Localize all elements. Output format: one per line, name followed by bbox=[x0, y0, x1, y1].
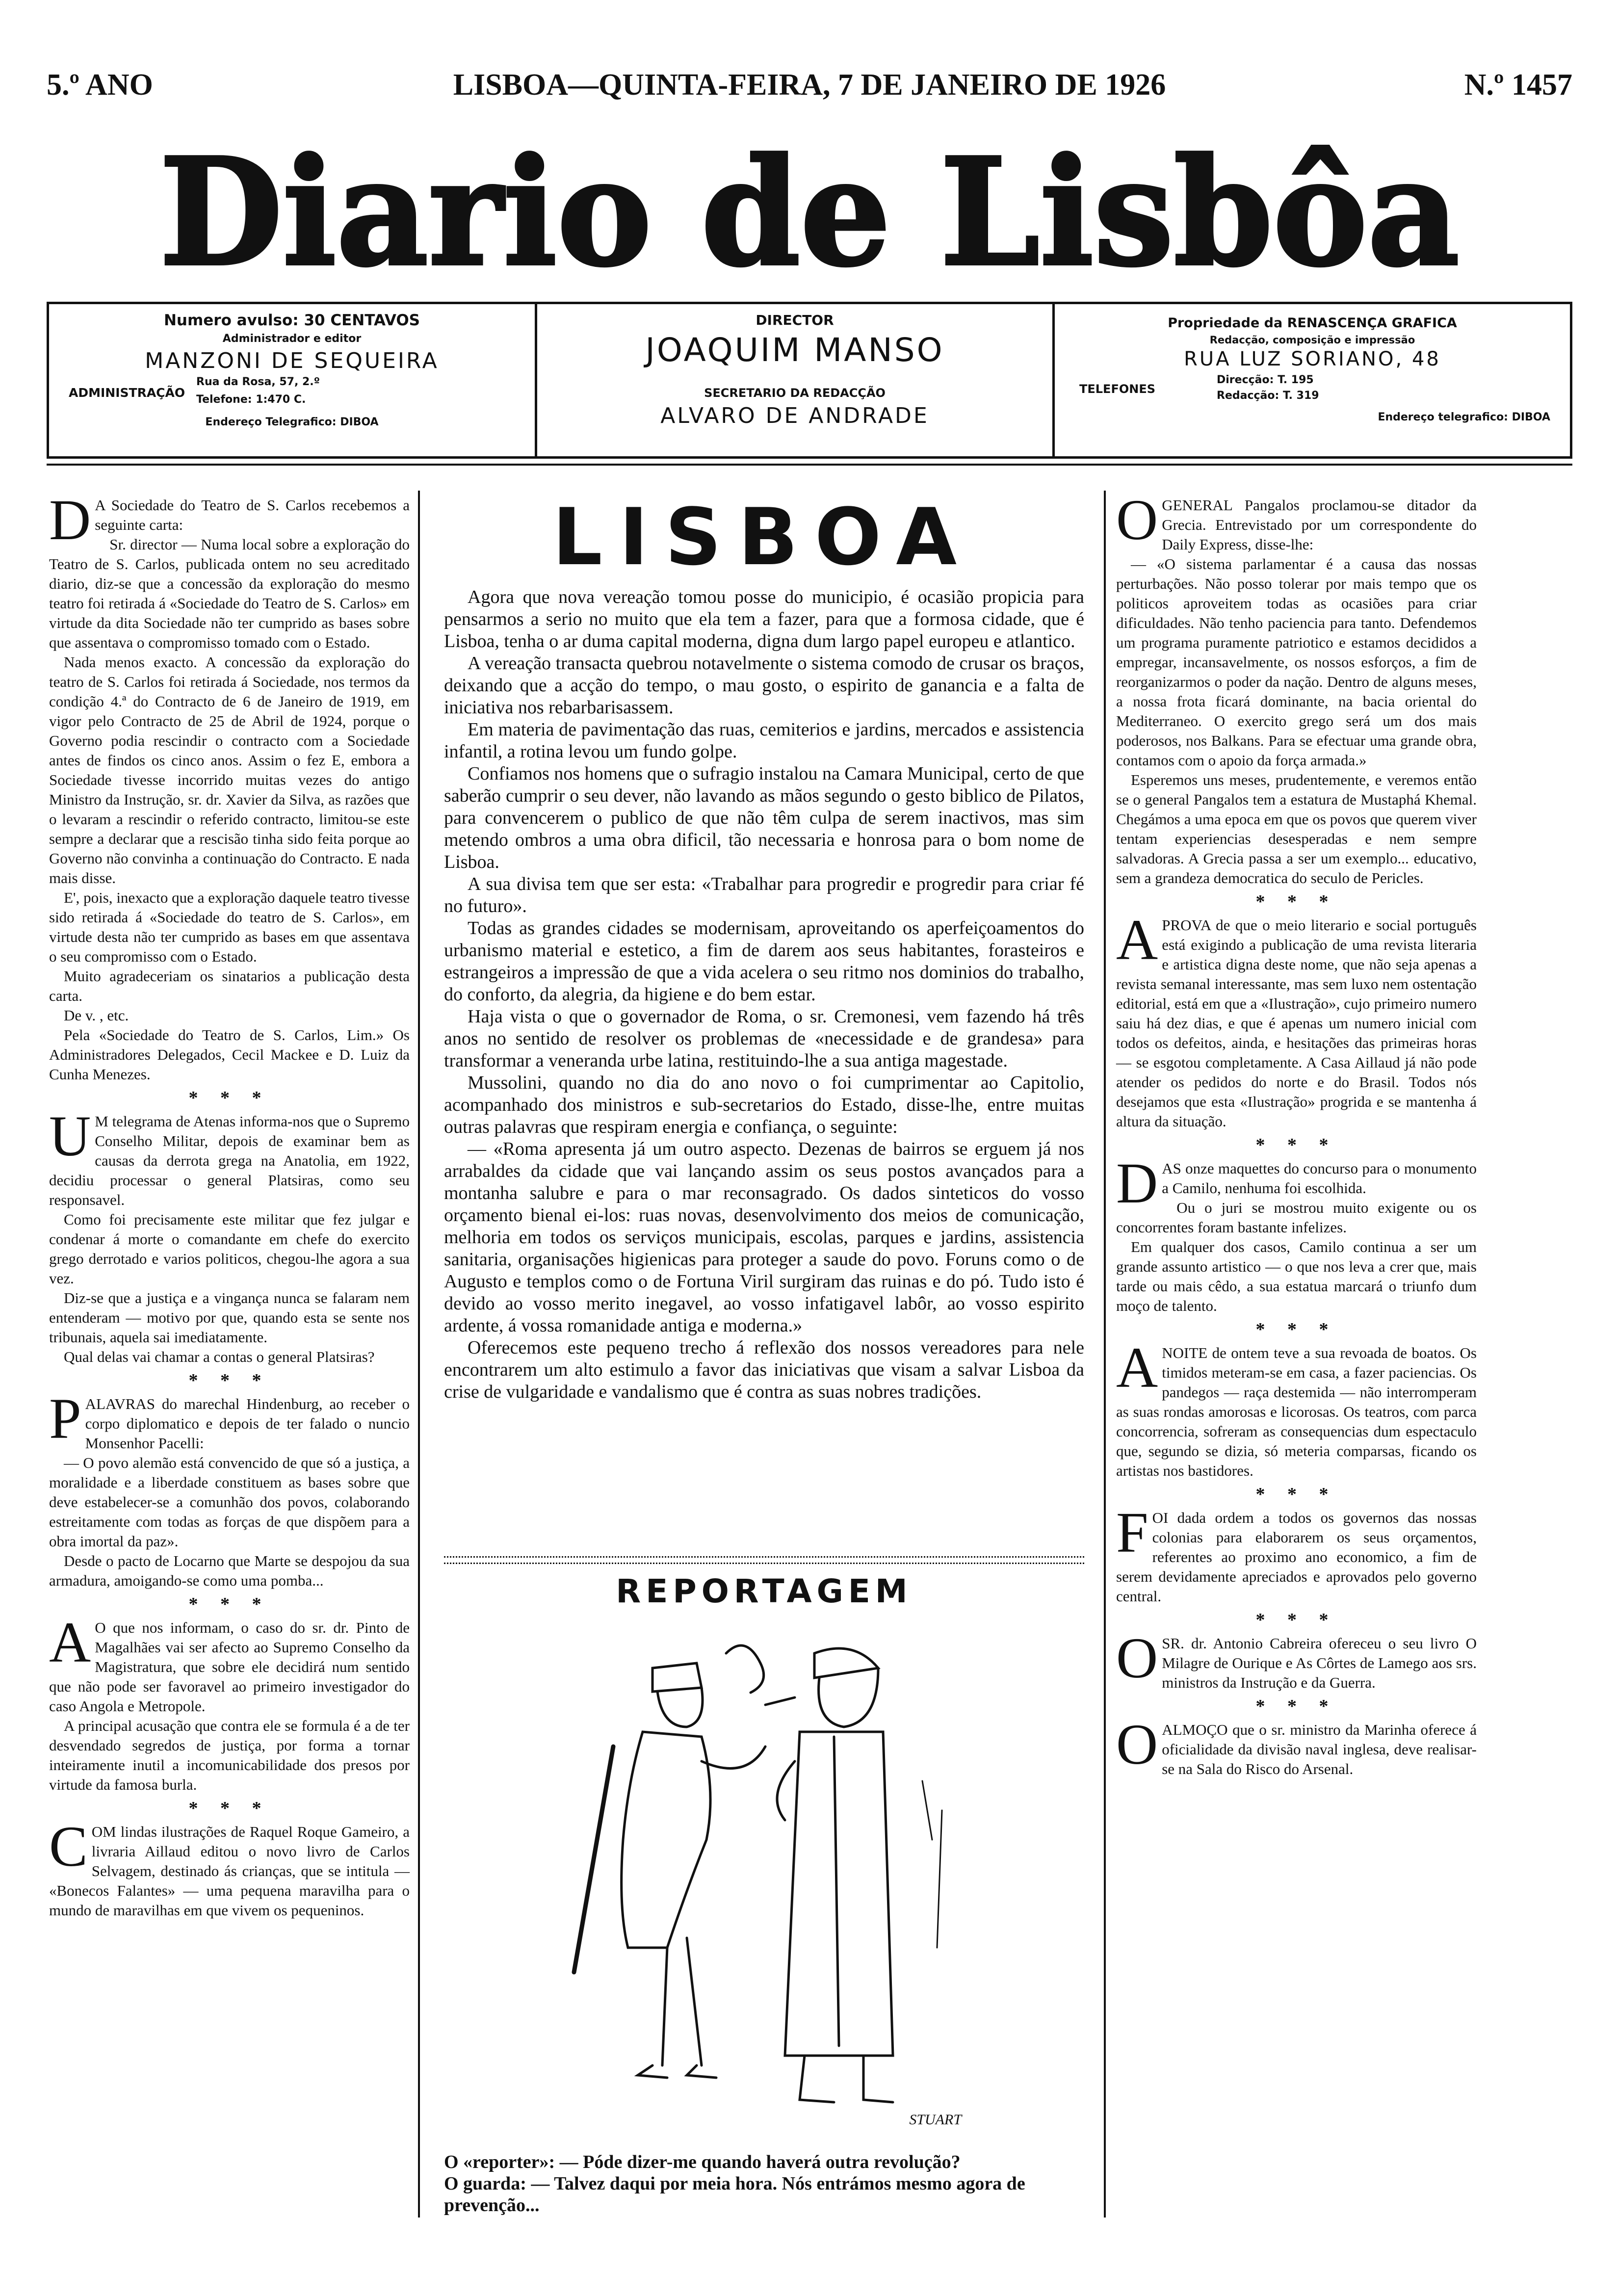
section-separator: * * * bbox=[188, 1594, 270, 1615]
article-lead-paragraph bbox=[49, 488, 410, 552]
article-lead-paragraph bbox=[1116, 908, 1477, 1131]
article-paragraph bbox=[49, 1347, 410, 1367]
director-name: JOAQUIM MANSO bbox=[645, 331, 944, 369]
drop-cap: A bbox=[1116, 1335, 1158, 1400]
masthead-title: Diario de Lisbôa bbox=[159, 126, 1460, 298]
article-paragraph: Todas as grandes cidades se modernisam, aproveitando os aperfeiçoamentos do urbanismo material e estetico, a fim de darem aos seus habitantes, forasteiros e estrangeiros a impressão de que a vida acelera o seu ritmo nos dominios do trabalho, do conforto, da alegria, da higiene e do bem estar. bbox=[444, 918, 1084, 1005]
article-paragraph: — «Roma apresenta já um outro aspecto. Dezenas de bairros se erguem já nos arrabaldes da cidade que vai lançando assim os seus postos avançados para a montanha salubre e para o mar reconsagrado. Os dados sinteticos do vosso orçamento bienal ei-los: ruas novas, desenvolvimento dos meios de comunicação, melhoria em todos os serviços municipais, escolas, parques e jardins, assistencia sanitaria, organisações higienicas para proteger a saude do povo. Foruns como o de Augusto e templos como o de Fortuna Viril surgiram das ruinas e do pó. Tudo isto é devido ao vosso merito inegavel, ao vosso infatigavel labôr, ao vosso espirito ardente, á vossa romanidade antiga e moderna.» bbox=[444, 1139, 1084, 1336]
cartoon-separator bbox=[444, 1556, 1084, 1564]
section-separator: * * * bbox=[188, 1088, 270, 1108]
article-paragraph bbox=[49, 888, 410, 966]
owner: Propriedade da RENASCENÇA GRAFICA bbox=[1168, 315, 1457, 331]
masthead bbox=[147, 112, 1472, 298]
coat-line bbox=[834, 1737, 839, 2046]
section-separator: * * * bbox=[1255, 1319, 1337, 1340]
rifle bbox=[574, 1747, 613, 1972]
article-lead-paragraph bbox=[1116, 1500, 1477, 1606]
article-paragraph bbox=[1116, 770, 1477, 888]
paragraph-text: ALAVRAS do marechal Hindenburg, ao receber o corpo diplomatico e depois de ter falado o nuncio Monsenhor Pacelli: bbox=[85, 1395, 410, 1452]
admin-label: ADMINISTRAÇÃO bbox=[69, 386, 185, 400]
secretary-name: ALVARO DE ANDRADE bbox=[660, 403, 929, 428]
article-paragraph: A vereação transacta quebrou notavelmente o sistema comodo de crusar os braços, deixando que a acção do tempo, o mau gosto, o espirito de ganancia e a falta de iniciativa nos rebarbarisassem. bbox=[444, 653, 1084, 718]
section-separator: * * * bbox=[1255, 1610, 1337, 1630]
article-lead-paragraph bbox=[1116, 1335, 1477, 1481]
center-article bbox=[444, 586, 1084, 1403]
phone-direction: Direcção: T. 195 bbox=[1217, 374, 1314, 386]
article-paragraph bbox=[49, 1210, 410, 1288]
caption-reporter: O «reporter»: — Póde dizer-me quando haverá outra revolução? bbox=[444, 2152, 961, 2172]
top-dateline-bar bbox=[47, 68, 1572, 112]
admin-role: Administrador e editor bbox=[222, 333, 362, 345]
soldier-legs bbox=[662, 1938, 702, 2065]
drop-cap: A bbox=[49, 1610, 91, 1674]
cigarette bbox=[765, 1697, 795, 1705]
issue-number: N.º 1457 bbox=[1464, 68, 1572, 102]
article-lead-paragraph bbox=[1116, 488, 1477, 554]
article-lead-paragraph bbox=[1116, 1151, 1477, 1215]
admin-name: MANZONI DE SEQUEIRA bbox=[145, 348, 439, 373]
right-telegraph: Endereço telegrafico: DIBOA bbox=[1378, 411, 1550, 423]
admin-address: Rua da Rosa, 57, 2.º bbox=[196, 376, 320, 388]
article-paragraph: Haja vista o que o governador de Roma, o sr. Cremonesi, vem fazendo há três anos no sentido de resolver os problemas de «necessidade e de grandesa» para transformar a veneranda urbe latina, restituindo-lhe a sua antiga magestade. bbox=[444, 1006, 1084, 1071]
soldier-body bbox=[622, 1732, 710, 1948]
article-paragraph bbox=[49, 1453, 410, 1551]
section-separator: * * * bbox=[1255, 891, 1337, 912]
paragraph-text: Muito agradeceriam os sinatarios a publicação desta carta. bbox=[49, 967, 410, 1004]
paragraph-text: AS onze maquettes do concurso para o monumento a Camilo, nenhuma foi escolhida. bbox=[1162, 1160, 1477, 1197]
paragraph-text: A Sociedade do Teatro de S. Carlos recebemos a seguinte carta: bbox=[95, 496, 410, 533]
soldier-arm bbox=[702, 1747, 765, 1769]
phones-label: TELEFONES bbox=[1079, 382, 1156, 396]
article-lead-paragraph bbox=[1116, 1626, 1477, 1693]
paragraph-text: A principal acusação que contra ele se formula é a de ter desvendado segredos de justiça, por forma a tornar inteiramente inutil a incomunicabilidade dos presos por virtude da famosa burla. bbox=[49, 1717, 410, 1793]
paragraph-text: PROVA de que o meio literario e social português está exigindo a publicação de uma revista literaria e artistica digna deste nome, que não seja apenas a revista semanal interessante, mas sem luxo nem ostentação editorial, está em que a «Ilustração», cujo primeiro numero saiu há dez dias, e que é apenas um numero inicial com todos os defeitos, ainda, e hesitações das primeiras horas — se esgotou completamente. A Casa Aillaud já não pode atender os pedidos do norte e do Brasil. Todos nós desejamos que esta «Ilustração» progrida e se mantenha á altura da situação. bbox=[1116, 916, 1477, 1130]
article-paragraph bbox=[49, 535, 410, 652]
admin-address-block bbox=[49, 374, 535, 413]
paragraph-text: De v. , etc. bbox=[64, 1007, 129, 1024]
office-address: RUA LUZ SORIANO, 48 bbox=[1184, 348, 1441, 370]
section-separator: * * * bbox=[1255, 1696, 1337, 1717]
section-separator: * * * bbox=[1255, 1135, 1337, 1155]
article-paragraph: Mussolini, quando no dia do ano novo o foi cumprimentar ao Capitolio, acompanhado dos ministros e sub-secretarios do Estado, disse-lhe, entre muitas outras palavras que respiram energia e confiança, o seguinte: bbox=[444, 1072, 1084, 1137]
article-paragraph bbox=[1116, 1237, 1477, 1316]
secretary-label: SECRETARIO DA REDACÇÃO bbox=[704, 386, 886, 400]
background-lines bbox=[922, 1781, 942, 1948]
paragraph-text: OM lindas ilustrações de Raquel Roque Gameiro, a livraria Aillaud editou o novo livro de Carlos Selvagem, destinado ás crianças, que se intitula — «Bonecos Falantes» — uma pequena maravilha para o mundo de maravilhas em que vivem os pequeninos. bbox=[49, 1823, 410, 1919]
center-title-wrap bbox=[432, 491, 1094, 583]
article-paragraph bbox=[49, 1716, 410, 1795]
year-label: 5.º ANO bbox=[47, 68, 153, 102]
paragraph-text: SR. dr. Antonio Cabreira ofereceu o seu livro O Milagre de Ourique e As Côrtes de Lamego aos srs. ministros da Instrução e da Guerra. bbox=[1162, 1635, 1477, 1691]
column-rule bbox=[1104, 491, 1106, 2218]
reporter-hat bbox=[814, 1648, 878, 1678]
section-separator: * * * bbox=[1255, 1484, 1337, 1505]
paragraph-text: Nada menos exacto. A concessão da exploração do teatro de S. Carlos foi retirada á Sociedade, nos termos da condição 4.ª do Contracto de 6 de Janeiro de 1919, em vigor pelo Contracto de 25 de Abril de 1924, porque o Governo podia rescindir o contracto com a Sociedade antes de findos os cinco anos. Assim o fez E, embora a Sociedade tivesse incorrido muitas vezes do antigo Ministro da Instrução, sr. dr. Xavier da Silva, as razões que o levaram a rescindir o referido contracto, limitou-se este sempre a declarar que a rescisão tinha sido feita porque ao Governo não convinha a continuação do Contracto. E nada mais disse. bbox=[49, 653, 410, 887]
article-paragraph: Confiamos nos homens que o sufragio instalou na Camara Municipal, certo de que saberão cumprir o seu dever, não lavando as mãos segundo o gesto biblico de Pilatos, para convencerem o publico de que não têm culpa de serem inactivos, mas sim metendo ombros a uma obra dificil, tão necessaria e honrosa para o bom nome de Lisboa. bbox=[444, 763, 1084, 872]
paragraph-text: Em qualquer dos casos, Camilo continua a ser um grande assunto artistico — o que nos leva a crer que, mais tarde ou mais cêdo, a sua estatua marcará o triunfo dum moço de talento. bbox=[1116, 1238, 1477, 1314]
drop-cap: O bbox=[1116, 1712, 1158, 1776]
cartoon-illustration bbox=[540, 1634, 1011, 2134]
phone-redaction: Redacção: T. 319 bbox=[1217, 390, 1319, 402]
left-column bbox=[49, 488, 410, 1920]
dateline: LISBOA—QUINTA-FEIRA, 7 DE JANEIRO DE 1926 bbox=[453, 68, 1166, 102]
article-paragraph bbox=[49, 1025, 410, 1084]
paragraph-text: OI dada ordem a todos os governos das nossas colonias para elaborarem os seus orçamentos, referentes ao proximo ano economico, a fim de serem devidamente apreciados e aprovados pelo governo central. bbox=[1116, 1509, 1477, 1605]
cartoon-signature: STUART bbox=[909, 2112, 962, 2128]
paragraph-text: Diz-se que a justiça e a vingança nunca se falaram nem entenderam — motivo por que, quando esta se sente nos tribunais, aquela sai imediatamente. bbox=[49, 1289, 410, 1346]
paragraph-text: Esperemos uns meses, prudentemente, e veremos então se o general Pangalos tem a estatura de Mustaphá Khemal. Chegámos a uma epoca em que os povos que querem viver tentam experiencias desesperadas e nem sempre salvadoras. A Grecia passa a ser um exemplo... educativo, sem a grandeza democratica do seculo de Pericles. bbox=[1116, 771, 1477, 887]
services: Redacção, composição e impressão bbox=[1209, 334, 1415, 346]
paragraph-text: GENERAL Pangalos proclamou-se ditador da Grecia. Entrevistado por um correspondente do Daily Express, disse-lhe: bbox=[1162, 496, 1477, 553]
article-lead-paragraph bbox=[49, 1104, 410, 1210]
paragraph-text: O que nos informam, o caso do sr. dr. Pinto de Magalhães vai ser afecto ao Supremo Conselho da Magistratura, que sobre ele decidirá num sentido que não pode ser favoravel ao primeiro investigador do caso Angola e Metropole. bbox=[49, 1619, 410, 1715]
drop-cap: P bbox=[49, 1386, 81, 1451]
center-title: LISBOA bbox=[552, 491, 974, 583]
paragraph-text: M telegrama de Atenas informa-nos que o Supremo Conselho Militar, depois de examinar bem as causas da derrota grega na Anatolia, em 1922, decidiu processar o general Platsiras, como seu responsavel. bbox=[49, 1113, 410, 1208]
info-right bbox=[1055, 304, 1570, 456]
cartoon-title: REPORTAGEM bbox=[616, 1572, 913, 1610]
article-paragraph: Em materia de pavimentação das ruas, cemiterios e jardins, mercados e assistencia infantil, a rotina levou um fundo golpe. bbox=[444, 719, 1084, 762]
reporter-legs bbox=[800, 2056, 893, 2102]
header-rule bbox=[47, 464, 1572, 466]
article-paragraph bbox=[49, 1006, 410, 1025]
header-info-box bbox=[47, 302, 1572, 459]
article-lead-paragraph bbox=[49, 1386, 410, 1453]
article-paragraph bbox=[1116, 554, 1477, 770]
cartoon-caption bbox=[444, 2151, 1084, 2216]
reporter-arm bbox=[777, 1761, 795, 1820]
drop-cap: F bbox=[1116, 1500, 1148, 1565]
paragraph-text: — «O sistema parlamentar é a causa das nossas perturbações. Não posso tolerar por mais tempo que os politicos aproveitem todas as ocasiões para criar dificuldades. Não tenho paciencia para tanto. Defendemos um programa puramente patriotico e estamos decididos a empregar, incansavelmente, os nossos esforços, a fim de reorganizarmos o poder da nação. Dentro de alguns meses, a nossa frota ficará dominante, na bacia oriental do Mediterraneo. O exercito grego será um dos mais poderosos, nos Balkans. Para se efectuar uma grande obra, contamos com o apoio da força armada.» bbox=[1116, 555, 1477, 769]
paragraph-text: Qual delas vai chamar a contas o general Platsiras? bbox=[64, 1348, 375, 1365]
article-paragraph: Oferecemos este pequeno trecho á reflexão dos nossos vereadores para nele encontrarem um alto estimulo a favor das iniciativas que visam a salvar Lisboa da crise de vulgaridade e vandalismo que é contra as suas nobres tradições. bbox=[444, 1337, 1084, 1402]
right-column bbox=[1116, 488, 1477, 1779]
drop-cap: D bbox=[1116, 1151, 1158, 1215]
caption-guard: O guarda: — Talvez daqui por meia hora. Nós entrámos mesmo agora de prevenção... bbox=[444, 2173, 1025, 2216]
director-label: DIRECTOR bbox=[756, 312, 834, 328]
article-lead-paragraph bbox=[49, 1814, 410, 1920]
paragraph-text: E', pois, inexacto que a exploração daquele teatro tivesse sido retirada á «Sociedade do teatro de S. Carlos», em virtude desta não ter cumprido as bases em que assentava o seu compromisso com o Estado. bbox=[49, 889, 410, 965]
drop-cap: C bbox=[49, 1814, 88, 1879]
price: Numero avulso: 30 CENTAVOS bbox=[163, 312, 420, 329]
drop-cap: O bbox=[1116, 1626, 1158, 1690]
smoke bbox=[726, 1645, 764, 1693]
info-center bbox=[537, 304, 1052, 456]
article-lead-paragraph bbox=[49, 1610, 410, 1716]
article-paragraph bbox=[49, 652, 410, 888]
paragraph-text: Pela «Sociedade do Teatro de S. Carlos, Lim.» Os Administradores Delegados, Cecil Mackee e D. Luiz da Cunha Menezes. bbox=[49, 1026, 410, 1083]
article-lead-paragraph bbox=[1116, 1712, 1477, 1779]
paragraph-text: Sr. director — Numa local sobre a exploração do Teatro de S. Carlos, publicada ontem no seu acreditado diario, diz-se que a concessão da exploração do mesmo teatro foi retirada á «Sociedade do Teatro de S. Carlos» em virtude da dita Sociedade não ter cumprido as bases sobre que assentava o compromisso tomado com o Estado. bbox=[49, 536, 410, 651]
paragraph-text: ALMOÇO que o sr. ministro da Marinha oferece á oficialidade da divisão naval inglesa, deve realisar-se na Sala do Risco do Arsenal. bbox=[1162, 1721, 1477, 1777]
paragraph-text: Ou o juri se mostrou muito exigente ou os concorrentes foram bastante infelizes. bbox=[1116, 1199, 1477, 1236]
column-rule bbox=[418, 491, 420, 2218]
drop-cap: D bbox=[49, 488, 91, 552]
section-separator: * * * bbox=[188, 1370, 270, 1391]
paragraph-text: NOITE de ontem teve a sua revoada de boatos. Os timidos meteram-se em casa, a fazer paciencias. Os pandegos — raça destemida — não interromperam as suas rondas amorosas e licorosas. Os teatros, com parca concorrencia, sofreram as consequencias dum espectaculo que, segundo se dizia, só meteria comparsas, ficando os artistas nos bastidores. bbox=[1116, 1344, 1477, 1479]
soldier-head bbox=[657, 1688, 703, 1727]
article-paragraph: A sua divisa tem que ser esta: «Trabalhar para progredir e progredir para criar fé no futuro». bbox=[444, 874, 1084, 916]
article-paragraph bbox=[49, 1288, 410, 1347]
paragraph-text: Desde o pacto de Locarno que Marte se despojou da sua armadura, amoigando-se como uma pomba... bbox=[49, 1552, 410, 1589]
soldier-feet bbox=[638, 2065, 716, 2078]
soldier-cap bbox=[652, 1663, 702, 1692]
paragraph-text: — O povo alemão está convencido de que só a justiça, a moralidade e a liberdade constituem as bases sobre que deve estabelecer-se a comunhão dos povos, colaborando estreitamente com todas as forças de que dispõem para a obra imortal da paz». bbox=[49, 1454, 410, 1550]
info-left bbox=[49, 304, 535, 456]
paragraph-text: Como foi precisamente este militar que fez julgar e condenar á morte o comandante em chefe do exercito grego derrotado e varios politicos, chegou-lhe agora a sua vez. bbox=[49, 1211, 410, 1287]
drop-cap: A bbox=[1116, 908, 1158, 972]
phones-block bbox=[1055, 371, 1570, 408]
drop-cap: O bbox=[1116, 488, 1158, 552]
drop-cap: U bbox=[49, 1104, 91, 1168]
section-separator: * * * bbox=[188, 1798, 270, 1819]
article-paragraph bbox=[49, 1551, 410, 1591]
article-paragraph bbox=[1116, 1198, 1477, 1237]
admin-telegraph: Endereço Telegrafico: DIBOA bbox=[205, 416, 379, 428]
admin-phone: Telefone: 1:470 C. bbox=[196, 393, 306, 406]
article-paragraph: Agora que nova vereação tomou posse do municipio, é ocasião propicia para pensarmos a serio no muito que ela tem a fazer, para que a formosa cidade, que é Lisboa, tenha o ar duma capital moderna, digna dum largo papel europeu e atlantico. bbox=[444, 587, 1084, 652]
article-paragraph bbox=[49, 966, 410, 1006]
